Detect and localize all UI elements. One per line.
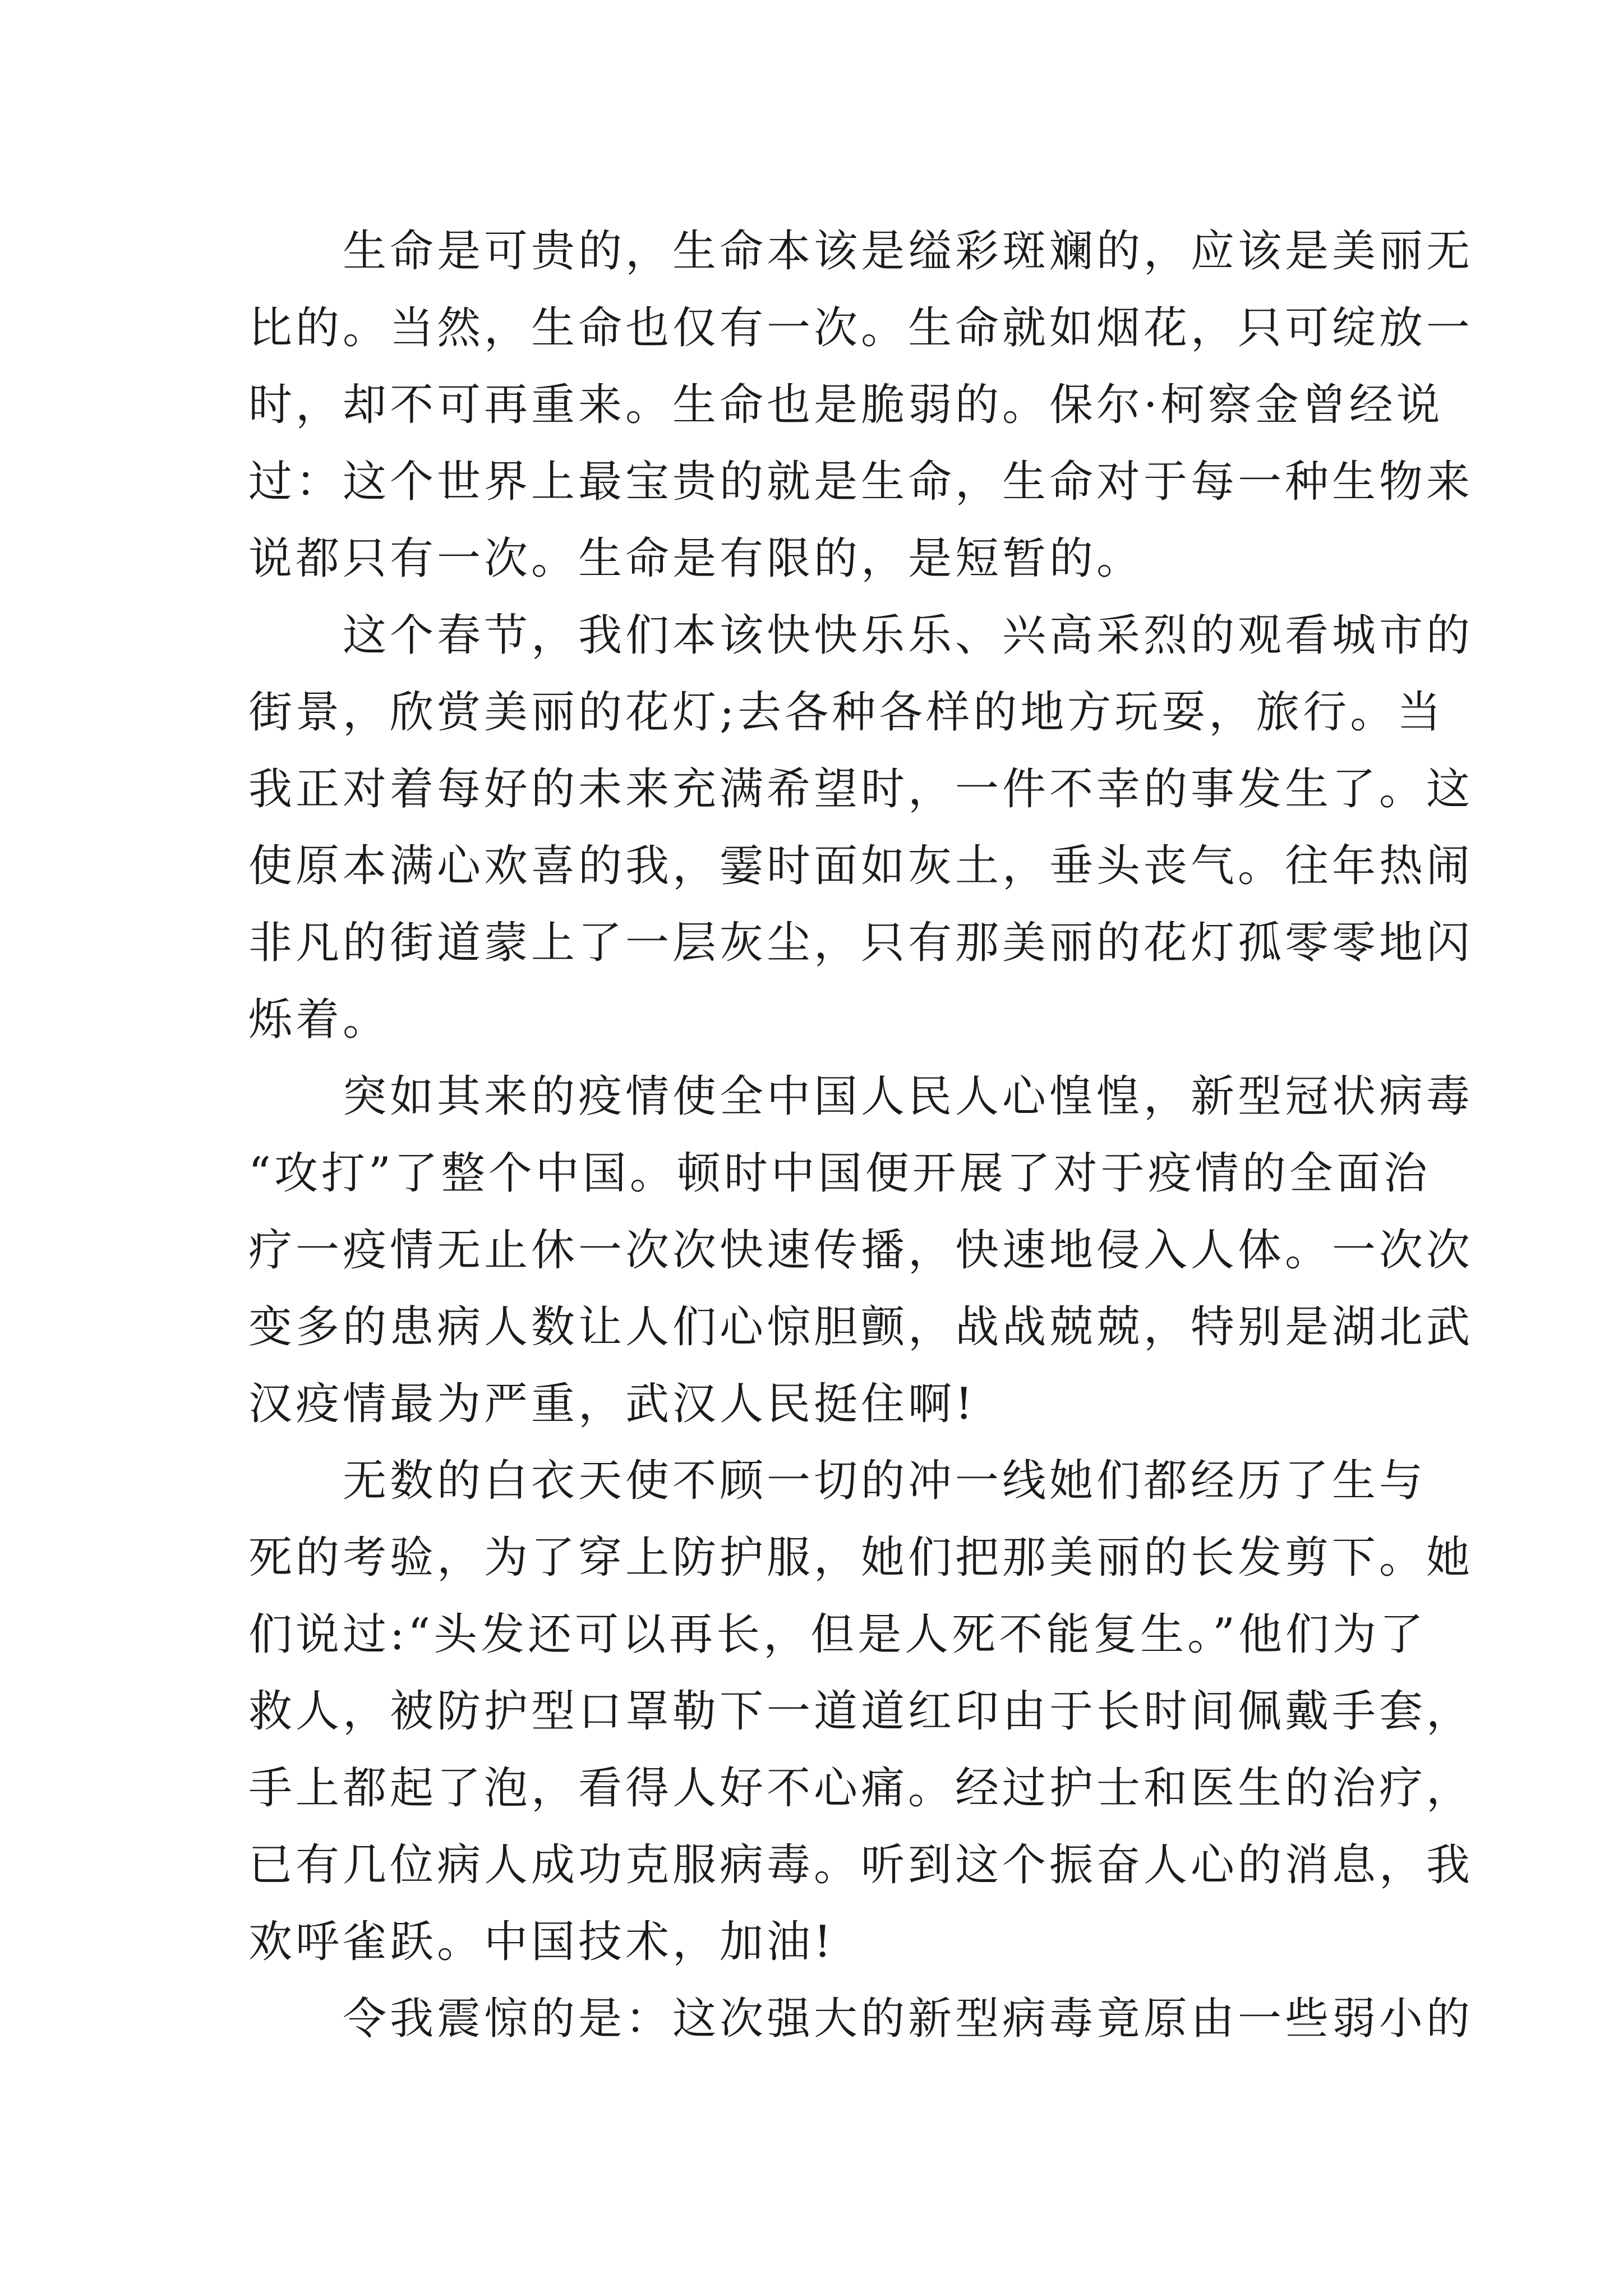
text-line: 无数的白衣天使不顾一切的冲一线她们都经历了生与 — [343, 1456, 1427, 1506]
text-line: 非凡的街道蒙上了一层灰尘，只有那美丽的花灯孤零零地闪 — [248, 918, 1474, 968]
paragraph-4 — [248, 1443, 1474, 1981]
text-line: 们说过:“头发还可以再长，但是人死不能复生。”他们为了 — [248, 1609, 1427, 1660]
paragraph-1 — [248, 213, 1474, 597]
text-line: 这个春节，我们本该快快乐乐、兴高采烈的观看城市的 — [343, 610, 1474, 661]
text-line: 街景，欣赏美丽的花灯;去各种各样的地方玩耍，旅行。当 — [248, 687, 1445, 738]
text-line: 已有几位病人成功克服病毒。听到这个振奋人心的消息，我 — [248, 1840, 1474, 1890]
text-line: 疗一疫情无止休一次次快速传播，快速地侵入人体。一次次 — [248, 1225, 1474, 1276]
text-line: 死的考验，为了穿上防护服，她们把那美丽的长发剪下。她 — [248, 1533, 1474, 1583]
paragraph-5 — [248, 1981, 1474, 2058]
text-line: 欢呼雀跃。中国技术，加油! — [248, 1917, 835, 1967]
text-line: 救人，被防护型口罩勒下一道道红印由于长时间佩戴手套， — [248, 1686, 1474, 1737]
paragraph-2 — [248, 597, 1474, 1059]
text-line: 我正对着每好的未来充满希望时，一件不幸的事发生了。这 — [248, 764, 1474, 815]
text-line: 变多的患病人数让人们心惊胆颤，战战兢兢，特别是湖北武 — [248, 1302, 1474, 1352]
text-line: 突如其来的疫情使全中国人民人心惶惶，新型冠状病毒 — [343, 1071, 1474, 1122]
text-line: 生命是可贵的，生命本该是缢彩斑斓的，应该是美丽无 — [343, 226, 1474, 277]
text-line: 令我震惊的是：这次强大的新型病毒竟原由一些弱小的 — [343, 1994, 1474, 2044]
text-line: 手上都起了泡，看得人好不心痛。经过护士和医生的治疗， — [248, 1763, 1474, 1814]
text-line: 时，却不可再重来。生命也是脆弱的。保尔·柯察金曾经说 — [248, 380, 1444, 430]
text-line: “攻打”了整个中国。顿时中国便开展了对于疫情的全面治 — [248, 1148, 1431, 1199]
paragraph-3 — [248, 1059, 1474, 1443]
text-line: 比的。当然，生命也仅有一次。生命就如烟花，只可绽放一 — [248, 303, 1474, 353]
text-line: 说都只有一次。生命是有限的，是短暂的。 — [248, 533, 1144, 584]
text-line: 使原本满心欢喜的我，霎时面如灰土，垂头丧气。往年热闹 — [248, 841, 1474, 891]
text-line: 过：这个世界上最宝贵的就是生命，生命对于每一种生物来 — [248, 457, 1474, 507]
article-body — [248, 213, 1474, 2058]
text-line: 汉疫情最为严重，武汉人民挺住啊! — [248, 1379, 976, 1429]
text-line: 烁着。 — [248, 995, 390, 1045]
